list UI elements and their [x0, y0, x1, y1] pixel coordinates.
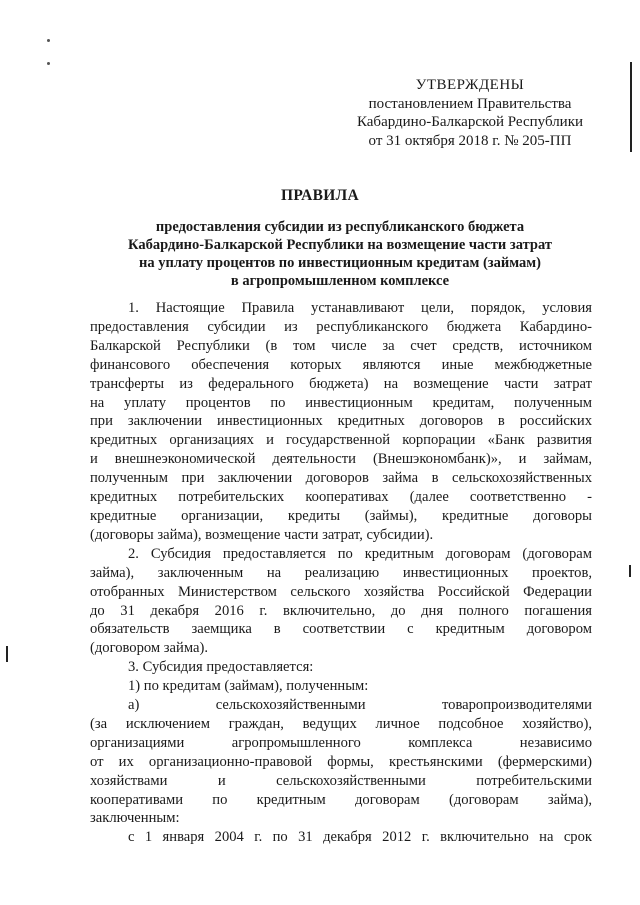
paragraph-line: до 31 декабря 2016 г. включительно, до дня полного погашения	[90, 602, 592, 619]
paragraph-line: 1. Настоящие Правила устанавливают цели, порядок, условия	[128, 300, 592, 316]
approval-title: УТВЕРЖДЕНЫ	[415, 77, 525, 93]
scan-edge-mark	[6, 646, 8, 662]
paragraph-line: кредитных потребительских кооперативах (далее соответственно -	[90, 489, 592, 506]
paragraph-line: при заключении инвестиционных кредитных договоров в российских	[90, 413, 592, 430]
paragraph-line: финансового обеспечения которых являются иные межбюджетные	[90, 356, 592, 373]
scan-speck	[47, 39, 50, 42]
approval-block	[320, 76, 620, 150]
paragraph-line: 2. Субсидия предоставляется по кредитным договорам (договорам	[128, 545, 592, 562]
paragraph-line: полученным при заключении договоров займа в сельскохозяйственных	[90, 470, 592, 487]
paragraph-line: заключенным:	[90, 810, 180, 827]
paragraph-line: предоставления субсидии из республиканского бюджета Кабардино-	[90, 318, 592, 335]
paragraph-line: от их организационно-правовой формы, крестьянскими (фермерскими)	[90, 753, 592, 770]
paragraph-line: обязательств заемщика в соответствии с кредитным договором	[90, 621, 592, 638]
paragraph-line: трансферты из федерального бюджета) на возмещение части затрат	[90, 375, 592, 392]
document-title: ПРАВИЛА	[281, 187, 359, 204]
paragraph-line: (договоры займа), возмещение части затрат, субсидии).	[90, 526, 434, 543]
paragraph-line: кредитные организации, кредиты (займы), кредитные договоры	[90, 507, 592, 524]
paragraph-line: Балкарской Республики (в том числе за счет средств, источником	[90, 337, 592, 354]
approval-line: Кабардино-Балкарской Республики	[356, 114, 584, 130]
paragraph-line: (за исключением граждан, ведущих личное подсобное хозяйство),	[90, 715, 592, 732]
paragraph-line: (договором займа).	[90, 640, 208, 657]
paragraph-line: хозяйствами и сельскохозяйственными потребительскими	[90, 772, 592, 789]
scan-edge-line	[630, 62, 632, 152]
paragraph-line: кредитных организациях и государственной корпорации «Банк развития	[90, 432, 592, 449]
paragraph-line: отобранных Министерством сельского хозяйства Российской Федерации	[90, 583, 592, 600]
paragraph-line: а) сельскохозяйственными товаропроизводителями	[128, 697, 592, 714]
paragraph-line: организациями агропромышленного комплекса независимо	[90, 734, 592, 751]
scan-speck	[47, 62, 50, 65]
subtitle-line: Кабардино-Балкарской Республики на возмещение части затрат	[128, 237, 552, 253]
paragraph-line: 3. Субсидия предоставляется:	[128, 659, 314, 676]
approval-line: постановлением Правительства	[368, 95, 572, 112]
paragraph-line: на уплату процентов по инвестиционным кредитам, полученным	[90, 394, 592, 411]
paragraph-line: и внешнеэкономической деятельности (Внешэкономбанк)», и займам,	[90, 451, 592, 468]
paragraph-line: 1) по кредитам (займам), полученным:	[128, 678, 369, 695]
subtitle-line: на уплату процентов по инвестиционным кредитам (займам)	[139, 255, 541, 271]
subtitle-line: предоставления субсидии из республиканского бюджета	[155, 219, 525, 235]
document-subtitle	[80, 218, 600, 290]
document-body	[90, 299, 592, 847]
subtitle-line: в агропромышленном комплексе	[230, 273, 450, 289]
scan-edge-mark	[629, 565, 631, 577]
paragraph-line: кооперативами по кредитным договорам (договорам займа),	[90, 791, 592, 808]
paragraph-line: займа), заключенным на реализацию инвестиционных проектов,	[90, 564, 592, 581]
approval-line: от 31 октября 2018 г. № 205-ПП	[368, 132, 572, 149]
paragraph-line: с 1 января 2004 г. по 31 декабря 2012 г. включительно на срок	[128, 829, 592, 846]
